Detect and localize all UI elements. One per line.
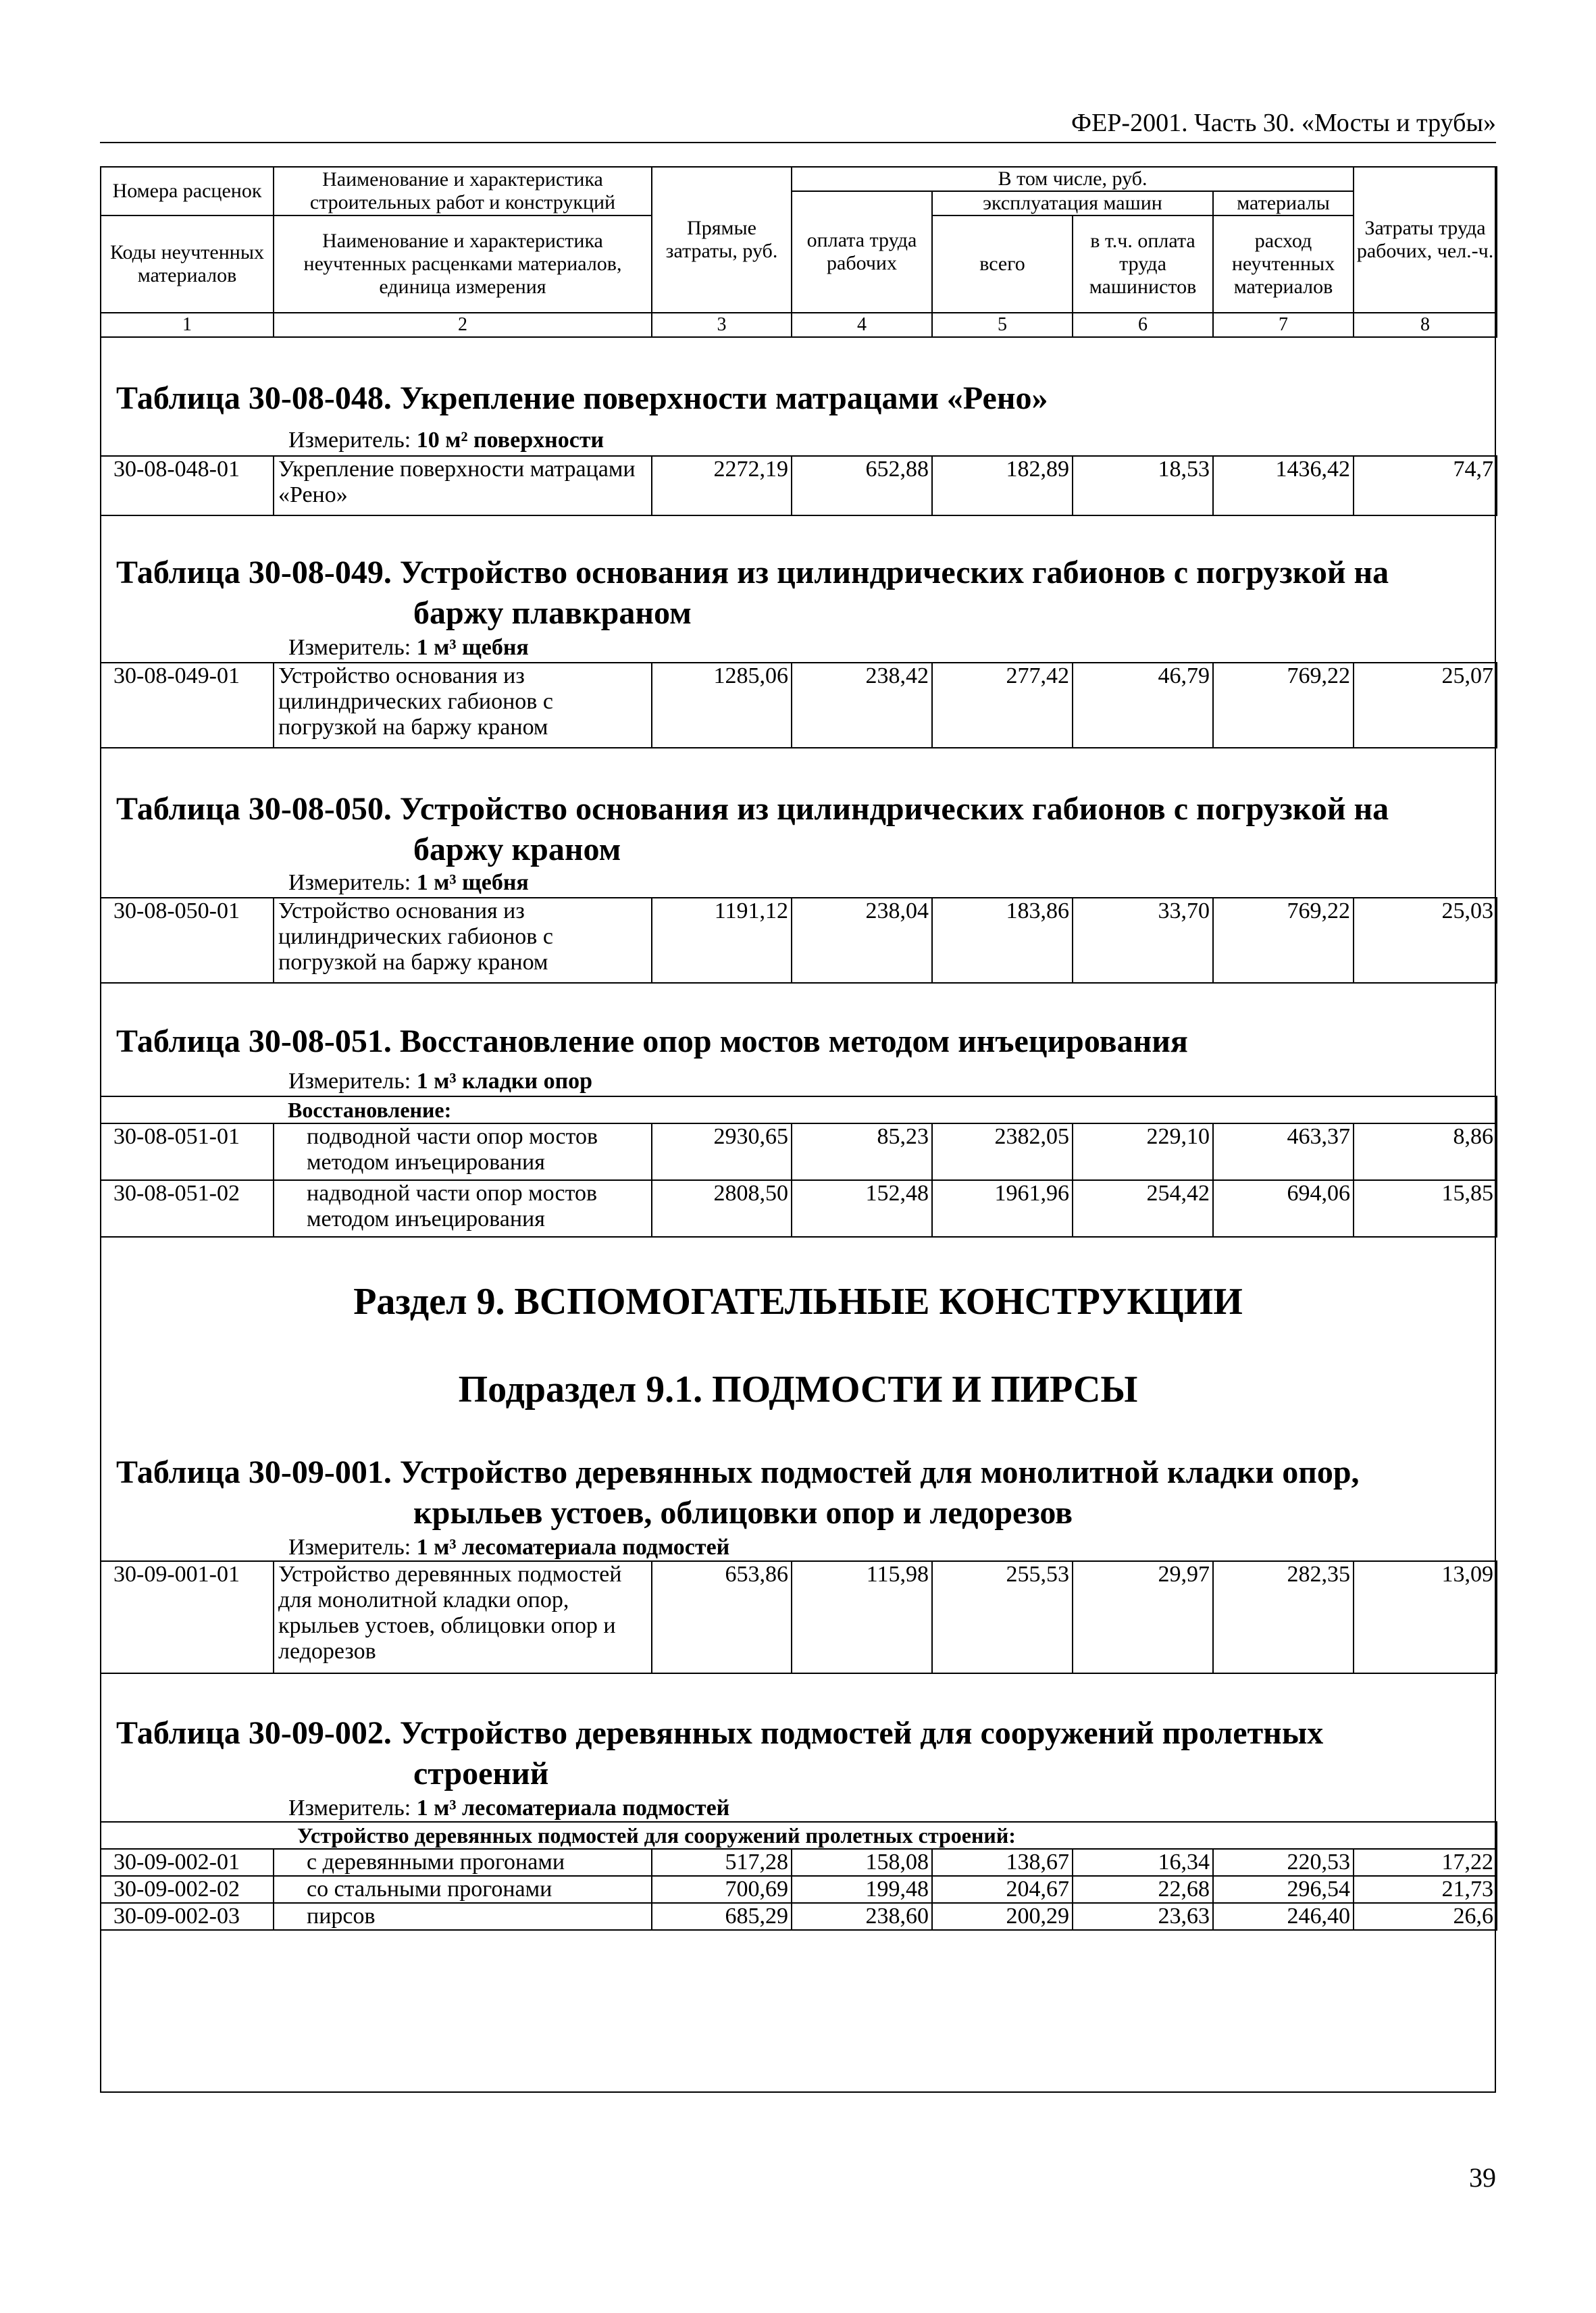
- header-rate-number: Номера расценок: [101, 167, 274, 215]
- table-row: 30-09-001-01 Устройство деревянных подмостей для монолитной кладки опор, крыльев устоев, облицовки опор и ледорезов 653,86 115,98 255,53 29,97 282,35 13,09: [101, 1561, 1497, 1673]
- table-meter: Измеритель: 1 м³ щебня: [288, 635, 529, 660]
- header-machines: эксплуатация машин: [932, 191, 1213, 215]
- table-title: Таблица 30-09-001. Устройство деревянных подмостей для монолитной кладки опор, крыльев устоев, облицовки опор и ледорезов: [116, 1454, 1360, 1531]
- table-title: Таблица 30-09-002. Устройство деревянных подмостей для сооружений пролетных строений: [116, 1715, 1324, 1791]
- header-num: 7: [1213, 313, 1354, 337]
- running-header: ФЕР-2001. Часть 30. «Мосты и трубы»: [1071, 109, 1496, 137]
- header-direct-costs: Прямые затраты, руб.: [652, 167, 792, 313]
- header-materials: материалы: [1213, 191, 1354, 215]
- table-meter: Измеритель: 1 м³ лесоматериала подмостей: [288, 1535, 730, 1560]
- rate-table: [100, 1096, 1497, 1238]
- header-num: 3: [652, 313, 792, 337]
- table-row: 30-08-051-02 надводной части опор мостов методом инъецирования 2808,50 152,48 1961,96 254,42 694,06 15,85: [101, 1180, 1497, 1237]
- table-title: Таблица 30-08-049. Устройство основания из цилиндрических габионов с погрузкой на баржу плавкраном: [116, 555, 1389, 631]
- rate-table: [100, 455, 1497, 516]
- table-meter: Измеритель: 1 м³ кладки опор: [288, 1069, 593, 1094]
- header-rule: [100, 142, 1496, 143]
- table-meter: Измеритель: 1 м³ щебня: [288, 870, 529, 895]
- header-machines-wage: в т.ч. оплата труда машинистов: [1073, 215, 1213, 313]
- rate-table: [100, 897, 1497, 984]
- group-row: Устройство деревянных подмостей для сооружений пролетных строений:: [101, 1822, 1497, 1849]
- rate-table: [100, 1821, 1497, 1931]
- table-title: Таблица 30-08-048. Укрепление поверхности матрацами «Рено»: [116, 380, 1048, 416]
- table-row: 30-08-050-01 Устройство основания из цилиндрических габионов с погрузкой на баржу краном 1191,12 238,04 183,86 33,70 769,22 25,03: [101, 898, 1497, 983]
- header-num: 1: [101, 313, 274, 337]
- table-title: Таблица 30-08-050. Устройство основания из цилиндрических габионов с погрузкой на баржу краном: [116, 791, 1389, 867]
- header-num: 6: [1073, 313, 1213, 337]
- section-title: Раздел 9. ВСПОМОГАТЕЛЬНЫЕ КОНСТРУКЦИИ: [353, 1281, 1243, 1323]
- header-including: В том числе, руб.: [792, 167, 1354, 191]
- table-row: 30-08-051-01 подводной части опор мостов методом инъецирования 2930,65 85,23 2382,05 229,10 463,37 8,86: [101, 1123, 1497, 1180]
- table-title: Таблица 30-08-051. Восстановление опор мостов методом инъецирования: [116, 1023, 1188, 1059]
- header-material-names: Наименование и характеристика неучтенных расценками материалов, единица измерения: [274, 215, 652, 313]
- header-num: 4: [792, 313, 932, 337]
- rate-table: [100, 662, 1497, 748]
- subsection-title: Подраздел 9.1. ПОДМОСТИ И ПИРСЫ: [458, 1369, 1138, 1410]
- table-row: 30-08-049-01 Устройство основания из цилиндрических габионов с погрузкой на баржу краном 1285,06 238,42 277,42 46,79 769,22 25,07: [101, 663, 1497, 748]
- group-row: Восстановление:: [101, 1096, 1497, 1123]
- page-number: 39: [1469, 2162, 1496, 2193]
- header-num: 2: [274, 313, 652, 337]
- column-header-table: [100, 166, 1497, 338]
- table-row: 30-08-048-01 Укрепление поверхности матрацами «Рено» 2272,19 652,88 182,89 18,53 1436,42 74,7: [101, 456, 1497, 515]
- header-wage: оплата труда рабочих: [792, 191, 932, 313]
- table-row: 30-09-002-02 со стальными прогонами 700,69 199,48 204,67 22,68 296,54 21,73: [101, 1876, 1497, 1903]
- table-row: 30-09-002-03 пирсов 685,29 238,60 200,29 23,63 246,40 26,6: [101, 1903, 1497, 1930]
- header-materials-unaccounted: расход неучтенных материалов: [1213, 215, 1354, 313]
- table-meter: Измеритель: 10 м² поверхности: [288, 428, 604, 453]
- header-machines-total: всего: [932, 215, 1073, 313]
- header-work-name: Наименование и характеристика строительных работ и конструкций: [274, 167, 652, 215]
- table-meter: Измеритель: 1 м³ лесоматериала подмостей: [288, 1796, 730, 1821]
- header-number-row: [101, 313, 1497, 337]
- header-num: 8: [1354, 313, 1497, 337]
- header-labor: Затраты труда рабочих, чел.-ч.: [1354, 167, 1497, 313]
- header-num: 5: [932, 313, 1073, 337]
- rate-table: [100, 1560, 1497, 1674]
- table-row: 30-09-002-01 с деревянными прогонами 517,28 158,08 138,67 16,34 220,53 17,22: [101, 1849, 1497, 1876]
- header-material-codes: Коды неучтенных материалов: [101, 215, 274, 313]
